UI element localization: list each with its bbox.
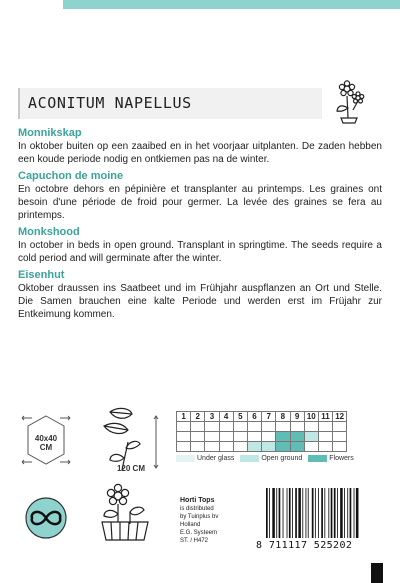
calendar-cell (191, 442, 205, 452)
section-heading: Eisenhut (18, 269, 65, 281)
barcode-bar (354, 488, 355, 538)
calendar-cell (219, 422, 233, 432)
bottom-black-tab (371, 563, 383, 583)
calendar-cell (205, 432, 219, 442)
calendar-grid (176, 411, 347, 452)
calendar-cell (304, 432, 318, 442)
distributor-line: Holland (180, 522, 201, 528)
calendar-cell (247, 422, 261, 432)
legend-swatch (176, 455, 195, 462)
barcode-bar (344, 488, 345, 538)
barcode-bar (289, 488, 291, 538)
barcode-bar (283, 488, 284, 538)
section-french (18, 170, 382, 222)
perennial-infinity-icon (26, 498, 66, 538)
section-english (18, 226, 382, 265)
legend-item (240, 455, 302, 462)
legend-label: Flowers (329, 455, 354, 462)
section-text: Oktober draussen ins Saatbeet und im Frühjahr auspflanzen an Ort und Stelle. Die Samen brauchen eine kalte Periode und werden erst im Früjahr zur Entkeimung kommen. (18, 283, 382, 320)
section-dutch (18, 127, 382, 166)
barcode-bar (302, 488, 303, 538)
section-text: En octobre dehors en pépinière et transplanter au printemps. Les graines ont besoin d'une période de froid pour germer. La levée des graines se fera au printemps. (18, 184, 382, 221)
calendar-cell (205, 422, 219, 432)
barcode-bar (276, 488, 277, 538)
calendar-cell (304, 442, 318, 452)
calendar-cell (177, 422, 191, 432)
barcode-bar (321, 488, 323, 538)
barcode-bar (331, 488, 333, 538)
calendar-cell (262, 442, 276, 452)
calendar-month-11: 11 (318, 412, 332, 422)
legend-item (176, 455, 234, 462)
calendar-month-4: 4 (219, 412, 233, 422)
barcode-number: 8 711117 525202 (256, 540, 353, 551)
calendar-month-8: 8 (276, 412, 290, 422)
height-arrow-icon (154, 416, 158, 468)
barcode-bar (340, 488, 343, 538)
barcode-bar (328, 488, 329, 538)
flower-logo-icon (333, 80, 369, 124)
section-heading: Monkshood (18, 226, 80, 238)
calendar-cell (233, 422, 247, 432)
calendar-month-2: 2 (191, 412, 205, 422)
barcode-bar (287, 488, 288, 538)
calendar-cell (333, 422, 347, 432)
barcode-bar (318, 488, 319, 538)
distributor-line: ST. / H472 (180, 538, 209, 544)
legend-label: Open ground (261, 455, 303, 462)
calendar-cell (219, 442, 233, 452)
calendar-cell (191, 432, 205, 442)
barcode-bar (298, 488, 301, 538)
calendar-cell (290, 442, 304, 452)
title-box (18, 88, 322, 119)
barcode-bar (308, 488, 309, 538)
calendar-cell (290, 422, 304, 432)
legend-swatch (240, 455, 259, 462)
barcode (256, 488, 372, 556)
section-german (18, 269, 382, 321)
barcode-bar (279, 488, 281, 538)
barcode-bar (347, 488, 348, 538)
calendar-cell (177, 432, 191, 442)
calendar-cell (205, 442, 219, 452)
calendar-cell (290, 432, 304, 442)
distributor-info (180, 497, 250, 545)
seedling-tray-icon (102, 484, 148, 540)
spacing-label-line2: CM (39, 443, 53, 452)
barcode-bar (269, 488, 270, 538)
barcode-bar (272, 488, 275, 538)
spacing-label-line1: 40x40 (34, 434, 58, 443)
calendar-cell (219, 432, 233, 442)
legend-label: Under glass (197, 455, 235, 462)
calendar-month-1: 1 (177, 412, 191, 422)
calendar-cell (318, 442, 332, 452)
barcode-bar (292, 488, 293, 538)
distributor-line: is distributed (180, 506, 214, 512)
barcode-bar (324, 488, 325, 538)
barcode-bar (356, 488, 359, 538)
calendar-legend (176, 455, 354, 462)
section-text: In october in beds in open ground. Transplant in springtime. The seeds require a cold period and will germinate after the winter. (18, 240, 382, 264)
calendar-month-5: 5 (233, 412, 247, 422)
sowing-calendar (176, 411, 354, 462)
calendar-cell (304, 422, 318, 432)
description-sections (18, 127, 382, 325)
calendar-cell (262, 422, 276, 432)
calendar-cell (247, 442, 261, 452)
spacing-label (31, 434, 61, 452)
calendar-cell (262, 432, 276, 442)
distributor-line: E.G. Systeem (180, 530, 218, 536)
calendar-cell (333, 442, 347, 452)
legend-swatch (308, 455, 327, 462)
barcode-bar (334, 488, 336, 538)
calendar-cell (233, 432, 247, 442)
barcode-bar (350, 488, 352, 538)
section-heading: Monnikskap (18, 127, 82, 139)
barcode-bar (337, 488, 338, 538)
calendar-month-3: 3 (205, 412, 219, 422)
spacing-leaf-icon (104, 408, 132, 433)
calendar-month-6: 6 (247, 412, 261, 422)
species-title: ACONITUM NAPELLUS (28, 94, 192, 112)
calendar-month-9: 9 (290, 412, 304, 422)
barcode-bar (312, 488, 314, 538)
calendar-cell (191, 422, 205, 432)
barcode-bar (306, 488, 307, 538)
calendar-month-7: 7 (262, 412, 276, 422)
calendar-cell (318, 432, 332, 442)
section-text: In oktober buiten op een zaaibed en in het voorjaar uitplanten. De zaden hebben een koude periode nodig en ontkiemen pas na de winter. (18, 141, 382, 165)
barcode-bar (266, 488, 268, 538)
barcode-bars (266, 488, 370, 538)
barcode-bar (295, 488, 297, 538)
calendar-cell (177, 442, 191, 452)
calendar-cell (333, 432, 347, 442)
calendar-cell (318, 422, 332, 432)
calendar-month-12: 12 (333, 412, 347, 422)
calendar-cell (247, 432, 261, 442)
height-label: 120 CM (116, 464, 145, 473)
calendar-cell (233, 442, 247, 452)
section-heading: Capuchon de moine (18, 170, 124, 182)
calendar-month-10: 10 (304, 412, 318, 422)
calendar-cell (276, 422, 290, 432)
growing-diagrams (18, 400, 173, 583)
distributor-brand: Horti Tops (180, 497, 215, 504)
distributor-line: by Tuinplus bv (180, 514, 219, 520)
barcode-bar (315, 488, 316, 538)
legend-item (308, 455, 354, 462)
calendar-cell (276, 442, 290, 452)
calendar-cell (276, 432, 290, 442)
top-color-band (63, 0, 400, 9)
